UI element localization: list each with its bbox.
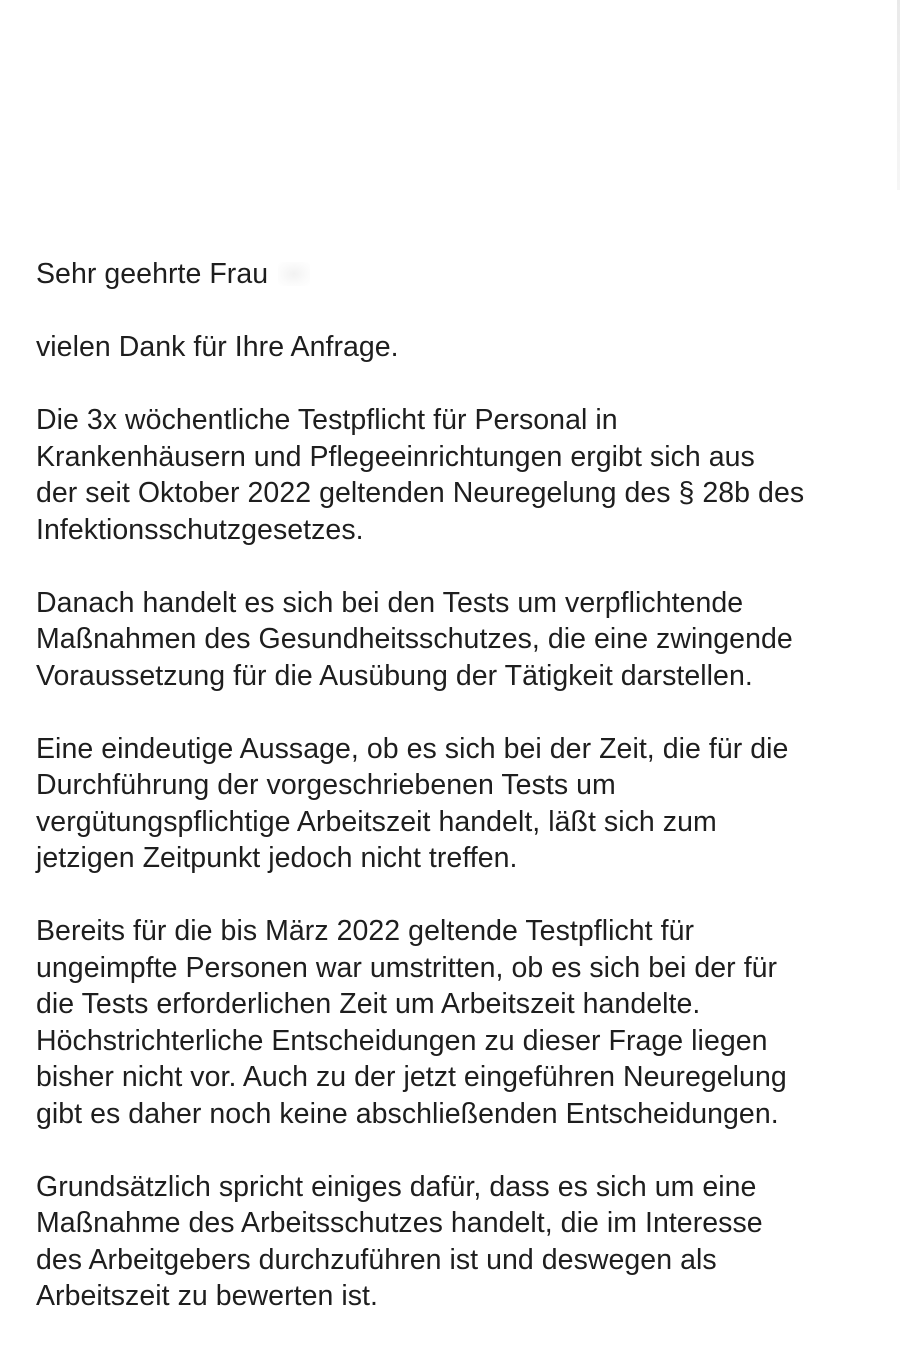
- paragraph-health-protection: Danach handelt es sich bei den Tests um verpflichtende Maßnahmen des Gesundheitsschutzes, die eine zwingende Voraussetzung für die Ausübung der Tätigkeit darstellen.: [36, 586, 793, 692]
- redacted-name: [278, 262, 310, 286]
- letter-body: [36, 256, 886, 1351]
- salutation-line: [36, 256, 886, 293]
- paragraph-previous-rule: Bereits für die bis März 2022 geltende Testpflicht für ungeimpfte Personen war umstritten, ob es sich bei der für die Tests erforderlichen Zeit um Arbeitszeit handelte. Höchstrichterliche Entscheidungen zu dieser Frage liegen bisher nicht vor. Auch zu der jetzt eingeführen Neuregelung gibt es daher noch keine abschließenden Entscheidungen.: [36, 915, 787, 1130]
- paragraph-working-time-uncertain: Eine eindeutige Aussage, ob es sich bei der Zeit, die für die Durchführung der vorgeschriebenen Tests um vergütungspflichtige Arbeitszeit handelt, läßt sich zum jetzigen Zeitpunkt jedoch nicht treffen.: [36, 732, 789, 874]
- salutation-text: Sehr geehrte Frau: [36, 258, 269, 290]
- paragraph-test-obligation: Die 3x wöchentliche Testpflicht für Personal in Krankenhäusern und Pflegeeinrichtungen ergibt sich aus der seit Oktober 2022 geltenden Neuregelung des § 28b des Infektionsschutzgesetzes.: [36, 404, 805, 546]
- paragraph-conclusion: Grundsätzlich spricht einiges dafür, dass es sich um eine Maßnahme des Arbeitsschutzes handelt, die im Interesse des Arbeitgebers durchzuführen ist und deswegen als Arbeitszeit zu bewerten ist.: [36, 1170, 763, 1312]
- paragraph-thanks: vielen Dank für Ihre Anfrage.: [36, 331, 399, 363]
